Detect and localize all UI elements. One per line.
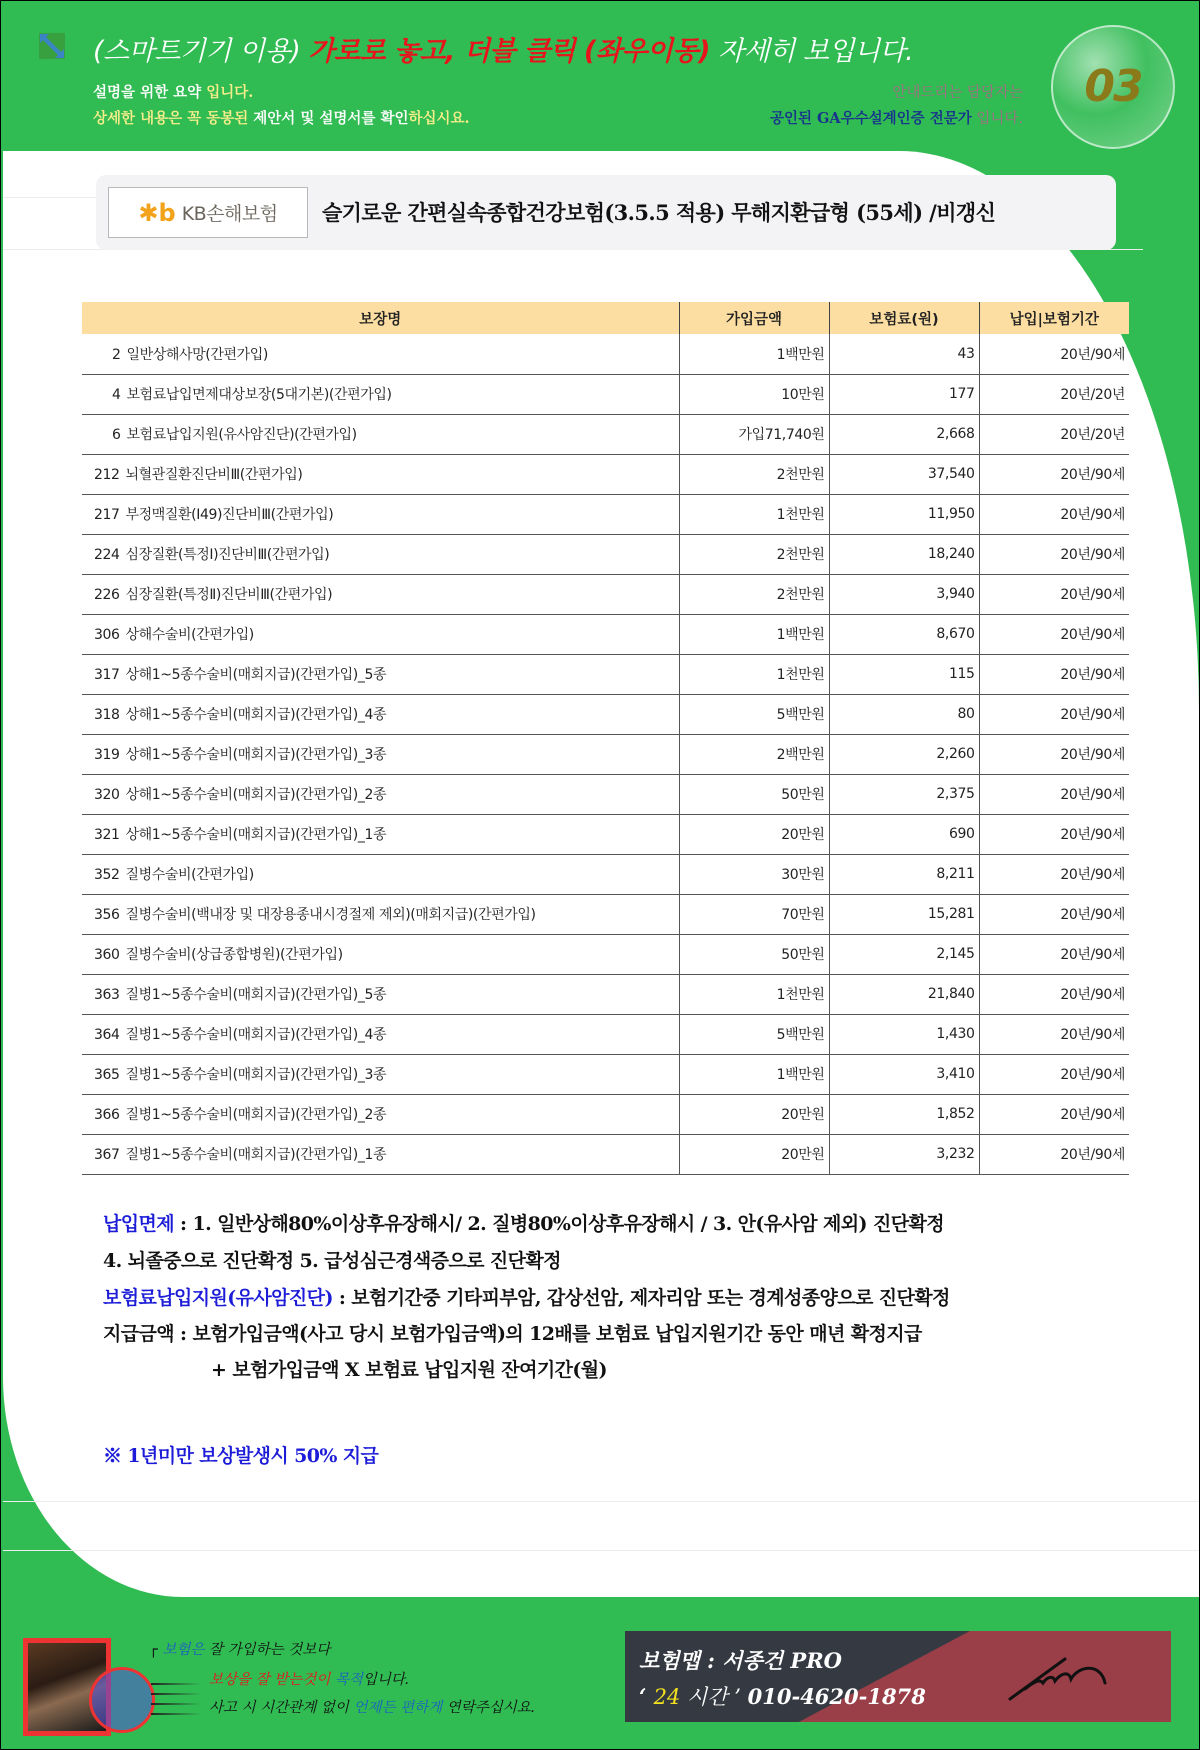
product-banner: [96, 175, 1116, 250]
premium-cell: 11,950: [829, 494, 979, 534]
table-body: [82, 334, 1129, 1174]
contact-card: [625, 1631, 1171, 1722]
sub-text: 상세한 내용은 꼭 동봉된: [93, 110, 249, 127]
coverage-name: 보험료납입면제대상보장(5대기본)(간편가입): [126, 387, 392, 403]
premium-cell: 3,410: [829, 1054, 979, 1094]
coverage-code: 366: [94, 1107, 120, 1123]
header-subtitle-1: [93, 81, 253, 102]
slogan-text: 연락주십시요.: [442, 1700, 536, 1716]
hours-label: 시간 ’: [680, 1685, 748, 1709]
header-subtitle-2: [93, 107, 470, 128]
insurer-name: KB손해보험: [181, 203, 278, 225]
period-cell: 20년/90세: [979, 894, 1129, 934]
quote-mark: ‘: [639, 1684, 654, 1709]
coverage-name-cell: [82, 1014, 679, 1054]
period-cell: 20년/20년: [979, 374, 1129, 414]
coverage-code: 319: [94, 747, 120, 763]
coverage-name: 심장질환(특정Ⅰ)진단비Ⅲ(간편가입): [125, 547, 330, 563]
title-suffix: 자세히 보입니다.: [718, 36, 914, 67]
coverage-code: 4: [112, 387, 121, 403]
table-row: [82, 894, 1129, 934]
period-cell: 20년/90세: [979, 734, 1129, 774]
amount-cell: 가입71,740원: [679, 414, 829, 454]
sub-text: 하십시요.: [408, 110, 470, 127]
amount-cell: 20만원: [679, 814, 829, 854]
payment-note-cont: + 보험가입금액 X 보험료 납입지원 잔여기간(월): [211, 1359, 607, 1381]
period-cell: 20년/90세: [979, 614, 1129, 654]
sub-text: 입니다.: [206, 84, 254, 101]
coverage-code: 224: [94, 547, 120, 563]
coverage-name: 심장질환(특정Ⅱ)진단비Ⅲ(간편가입): [125, 587, 333, 603]
table-row: [82, 1054, 1129, 1094]
postmark-wave: [151, 1713, 201, 1715]
coverage-name: 질병수술비(간편가입): [125, 867, 254, 883]
waiver-label: 납입면제: [103, 1213, 175, 1235]
col-header-coverage: 보장명: [82, 302, 679, 334]
coverage-name-cell: [82, 654, 679, 694]
coverage-code: 367: [94, 1147, 120, 1163]
premium-cell: 690: [829, 814, 979, 854]
coverage-name: 상해1~5종수술비(매회지급)(간편가입)_4종: [125, 707, 387, 723]
period-cell: 20년/90세: [979, 454, 1129, 494]
coverage-name-cell: [82, 574, 679, 614]
table-row: [82, 374, 1129, 414]
agent-credential: 공인된 GA우수설계인증 전문가: [769, 110, 972, 127]
title-prefix: (스마트기기 이용): [93, 36, 301, 67]
payment-note: 지급금액 : 보험가입금액(사고 당시 보험가입금액)의 12배를 보험료 납입지원기간 동안 매년 확정지급: [103, 1323, 922, 1345]
amount-cell: 30만원: [679, 854, 829, 894]
period-cell: 20년/90세: [979, 1134, 1129, 1174]
table-row: [82, 494, 1129, 534]
coverage-name-cell: [82, 774, 679, 814]
coverage-name-cell: [82, 334, 679, 374]
amount-cell: 2천만원: [679, 454, 829, 494]
period-cell: 20년/90세: [979, 1014, 1129, 1054]
support-label: 보험료납입지원(유사암진단): [103, 1287, 333, 1309]
period-cell: 20년/90세: [979, 974, 1129, 1014]
sub-text: 입니다.: [976, 111, 1023, 127]
amount-cell: 1백만원: [679, 614, 829, 654]
coverage-name: 부정맥질환(Ⅰ49)진단비Ⅲ(간편가입): [125, 507, 334, 523]
premium-cell: 15,281: [829, 894, 979, 934]
page-number-badge: [1051, 25, 1175, 149]
period-cell: 20년/90세: [979, 774, 1129, 814]
coverage-name: 질병수술비(백내장 및 대장용종내시경절제 제외)(매회지급)(간편가입): [125, 907, 536, 923]
amount-cell: 20만원: [679, 1094, 829, 1134]
col-header-period: 납입|보험기간: [979, 302, 1129, 334]
agent-intro-2: [770, 107, 1023, 128]
footer-slogan-2: [209, 1668, 410, 1689]
coverage-name-cell: [82, 494, 679, 534]
sub-text: 제안서 및 설명서를 확인: [253, 110, 409, 127]
amount-cell: 1백만원: [679, 1054, 829, 1094]
coverage-code: 352: [94, 867, 120, 883]
premium-cell: 2,260: [829, 734, 979, 774]
amount-cell: 10만원: [679, 374, 829, 414]
slogan-emphasis: 보상을 잘 받는것이: [209, 1672, 331, 1688]
coverage-code: 320: [94, 787, 120, 803]
amount-cell: 2천만원: [679, 534, 829, 574]
coverage-name: 질병1~5종수술비(매회지급)(간편가입)_2종: [125, 1107, 387, 1123]
coverage-name-cell: [82, 1134, 679, 1174]
slogan-text: 잘 가입하는 것보다: [204, 1642, 331, 1658]
period-cell: 20년/90세: [979, 574, 1129, 614]
coverage-name-cell: [82, 814, 679, 854]
coverage-name-cell: [82, 374, 679, 414]
coverage-name-cell: [82, 694, 679, 734]
agent-name: 보험맵 : 서종건 PRO: [639, 1648, 842, 1673]
premium-cell: 3,940: [829, 574, 979, 614]
coverage-name: 상해1~5종수술비(매회지급)(간편가입)_1종: [125, 827, 387, 843]
phone-number[interactable]: 010-4620-1878: [747, 1684, 926, 1709]
table-row: [82, 774, 1129, 814]
coverage-name-cell: [82, 1094, 679, 1134]
corner-mark: ┌: [149, 1642, 158, 1658]
agent-intro-1: 안내드리는 담당자는: [892, 85, 1023, 101]
coverage-name-cell: [82, 534, 679, 574]
support-note: [103, 1283, 950, 1310]
table-row: [82, 574, 1129, 614]
premium-cell: 21,840: [829, 974, 979, 1014]
amount-cell: 70만원: [679, 894, 829, 934]
coverage-name-cell: [82, 894, 679, 934]
postmark-icon: [89, 1667, 155, 1733]
coverage-name: 상해1~5종수술비(매회지급)(간편가입)_3종: [125, 747, 387, 763]
premium-cell: 2,145: [829, 934, 979, 974]
table-row: [82, 1094, 1129, 1134]
amount-cell: 1천만원: [679, 494, 829, 534]
amount-cell: 50만원: [679, 774, 829, 814]
period-cell: 20년/20년: [979, 414, 1129, 454]
coverage-code: 321: [94, 827, 120, 843]
coverage-name-cell: [82, 734, 679, 774]
coverage-code: 217: [94, 507, 120, 523]
slogan-emphasis: 보험은: [162, 1642, 205, 1658]
coverage-table: [82, 302, 1129, 1175]
col-header-amount: 가입금액: [679, 302, 829, 334]
table-row: [82, 734, 1129, 774]
table-header-row: [82, 302, 1129, 334]
coverage-name: 상해1~5종수술비(매회지급)(간편가입)_2종: [125, 787, 387, 803]
page: [1, 1, 1199, 1749]
amount-cell: 50만원: [679, 934, 829, 974]
waiver-text: : 1. 일반상해80%이상후유장해시/ 2. 질병80%이상후유장해시 / 3. 안(유사암 제외) 진단확정: [174, 1213, 944, 1235]
slogan-text: 사고 시 시간관계 없이: [209, 1700, 354, 1716]
coverage-code: 226: [94, 587, 120, 603]
period-cell: 20년/90세: [979, 1094, 1129, 1134]
signature-icon: [1005, 1651, 1115, 1706]
premium-cell: 115: [829, 654, 979, 694]
coverage-code: 306: [94, 627, 120, 643]
title-emphasis: 가로로 놓고, 더블 클릭 (좌우이동): [308, 36, 710, 67]
resize-arrows-icon: [37, 31, 67, 61]
premium-cell: 1,852: [829, 1094, 979, 1134]
table-row: [82, 614, 1129, 654]
footer-slogan-1: [149, 1638, 330, 1659]
period-cell: 20년/90세: [979, 334, 1129, 374]
coverage-code: 360: [94, 947, 120, 963]
premium-cell: 2,375: [829, 774, 979, 814]
coverage-name: 질병1~5종수술비(매회지급)(간편가입)_4종: [125, 1027, 387, 1043]
table-row: [82, 654, 1129, 694]
coverage-name-cell: [82, 934, 679, 974]
premium-cell: 18,240: [829, 534, 979, 574]
coverage-name-cell: [82, 454, 679, 494]
premium-cell: 3,232: [829, 1134, 979, 1174]
coverage-code: 212: [94, 467, 120, 483]
coverage-code: 317: [94, 667, 120, 683]
amount-cell: 1천만원: [679, 654, 829, 694]
warning-note: ※ 1년미만 보상발생시 50% 지급: [103, 1445, 379, 1467]
amount-cell: 2천만원: [679, 574, 829, 614]
period-cell: 20년/90세: [979, 494, 1129, 534]
premium-cell: 2,668: [829, 414, 979, 454]
slogan-text: 입니다.: [362, 1672, 410, 1688]
period-cell: 20년/90세: [979, 1054, 1129, 1094]
amount-cell: 5백만원: [679, 1014, 829, 1054]
divider: [3, 1550, 1199, 1551]
table-row: [82, 854, 1129, 894]
table-row: [82, 974, 1129, 1014]
coverage-code: 2: [112, 346, 121, 363]
coverage-name: 상해수술비(간편가입): [125, 627, 254, 643]
premium-cell: 37,540: [829, 454, 979, 494]
table-row: [82, 1014, 1129, 1054]
amount-cell: 5백만원: [679, 694, 829, 734]
premium-cell: 43: [829, 334, 979, 374]
product-title: 슬기로운 간편실속종합건강보험(3.5.5 적용) 무해지환급형 (55세) /비갱신: [322, 200, 996, 225]
insurer-logo: [108, 187, 308, 238]
coverage-name-cell: [82, 974, 679, 1014]
coverage-name-cell: [82, 414, 679, 454]
coverage-code: 356: [94, 907, 120, 923]
kb-star-icon: ✱b: [138, 198, 176, 227]
col-header-premium: 보험료(원): [829, 302, 979, 334]
sub-text: 설명을 위한 요약: [93, 84, 202, 101]
table-row: [82, 934, 1129, 974]
amount-cell: 1백만원: [679, 334, 829, 374]
table-row: [82, 334, 1129, 374]
postmark-wave: [151, 1683, 201, 1685]
coverage-name: 질병1~5종수술비(매회지급)(간편가입)_3종: [125, 1067, 387, 1083]
slogan-emphasis: 목적: [330, 1672, 363, 1688]
coverage-name: 질병수술비(상급종합병원)(간편가입): [125, 947, 343, 963]
premium-cell: 80: [829, 694, 979, 734]
coverage-code: 364: [94, 1027, 120, 1043]
waiver-note: [103, 1209, 944, 1236]
period-cell: 20년/90세: [979, 694, 1129, 734]
coverage-code: 318: [94, 707, 120, 723]
table-row: [82, 454, 1129, 494]
coverage-name-cell: [82, 1054, 679, 1094]
premium-cell: 8,670: [829, 614, 979, 654]
amount-cell: 2백만원: [679, 734, 829, 774]
coverage-name: 뇌혈관질환진단비Ⅲ(간편가입): [125, 467, 303, 483]
contact-line: [639, 1681, 926, 1711]
page-number: 03: [1084, 61, 1142, 112]
hours-number: 24: [653, 1685, 681, 1709]
table-row: [82, 534, 1129, 574]
coverage-name-cell: [82, 614, 679, 654]
coverage-name-cell: [82, 854, 679, 894]
coverage-name: 일반상해사망(간편가입): [126, 346, 268, 363]
period-cell: 20년/90세: [979, 814, 1129, 854]
premium-cell: 1,430: [829, 1014, 979, 1054]
coverage-code: 365: [94, 1067, 120, 1083]
divider: [3, 1501, 1199, 1502]
amount-cell: 1천만원: [679, 974, 829, 1014]
premium-cell: 177: [829, 374, 979, 414]
period-cell: 20년/90세: [979, 854, 1129, 894]
coverage-code: 6: [112, 427, 121, 443]
postmark-wave: [151, 1693, 201, 1695]
table-row: [82, 814, 1129, 854]
footer-slogan-3: [209, 1696, 535, 1717]
header-title: [93, 29, 913, 68]
coverage-code: 363: [94, 987, 120, 1003]
period-cell: 20년/90세: [979, 654, 1129, 694]
coverage-name: 질병1~5종수술비(매회지급)(간편가입)_5종: [125, 987, 387, 1003]
premium-cell: 8,211: [829, 854, 979, 894]
table-row: [82, 414, 1129, 454]
support-text: : 보험기간중 기타피부암, 갑상선암, 제자리암 또는 경계성종양으로 진단확정: [332, 1287, 950, 1309]
coverage-name: 질병1~5종수술비(매회지급)(간편가입)_1종: [125, 1147, 387, 1163]
slogan-emphasis: 언제든 편하게: [353, 1700, 443, 1716]
period-cell: 20년/90세: [979, 934, 1129, 974]
table-row: [82, 1134, 1129, 1174]
coverage-name: 상해1~5종수술비(매회지급)(간편가입)_5종: [125, 667, 387, 683]
period-cell: 20년/90세: [979, 534, 1129, 574]
postmark-wave: [151, 1703, 201, 1705]
waiver-note-cont: 4. 뇌졸중으로 진단확정 5. 급성심근경색증으로 진단확정: [103, 1250, 561, 1272]
table-row: [82, 694, 1129, 734]
amount-cell: 20만원: [679, 1134, 829, 1174]
coverage-name: 보험료납입지원(유사암진단)(간편가입): [126, 427, 357, 443]
